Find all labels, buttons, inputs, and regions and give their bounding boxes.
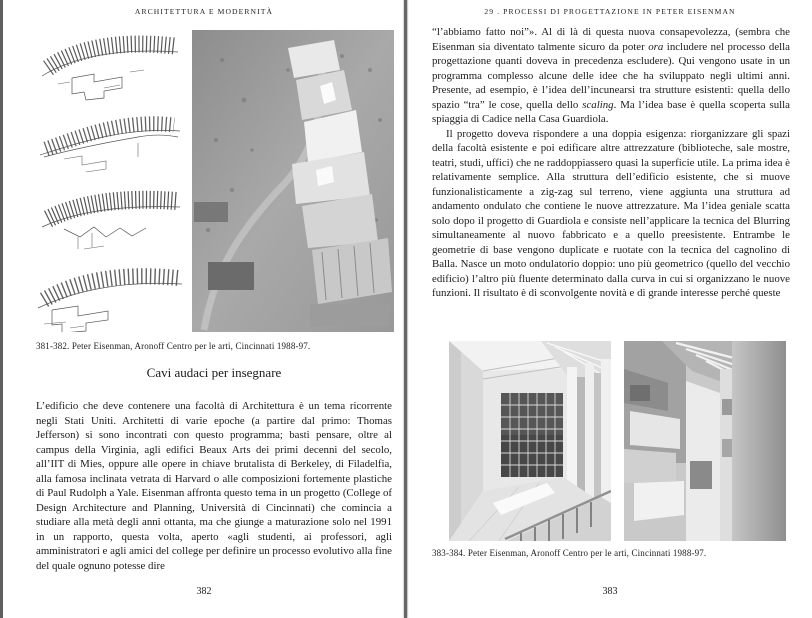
interior-photo-planes: [624, 341, 786, 541]
scan-edge: [0, 0, 3, 618]
page-number-right: 383: [602, 586, 618, 597]
axonometric-drawing-2: [34, 109, 186, 179]
axonometric-drawing-4: [34, 262, 186, 332]
page-number-left: 382: [196, 586, 212, 597]
body-text-right: [432, 25, 790, 301]
paragraph: Il progetto doveva rispondere a una doppia esigenza: riorganizzare gli spazi della facoltà esistente e poi edificare altre attrezzature (biblioteche, sale mostre, teatri, studi, uffici) che ne raddoppiassero quasi la superficie utile. La prima idea è relativamente semplice. Alla struttura dell’edificio esistente, che si muove funzionalisticamente a zig-zag sul terreno, viene aggiunta una struttura ad andamento ondulato che contiene le nuove attrezzature. Ma l’idea geniale scatta solo dopo il progetto di Guardiola e consiste nell’applicare la tecnica del Blurring simultaneamente al nuovo fabbricato e a quello preesistente. Entrambe le geometrie di base vengono duplicate e ruotate con la tecnica del cagnolino di Balla. Nasce un moto ondulatorio doppio: uno più geometrico (quello del vecchio edificio) l’altro più fluente determinato dalla curva in cui si organizzano le nuove funzioni. Il risultato è di sconvolgente novità e di grande interesse perché queste: [432, 127, 790, 299]
figure-caption-left: 381-382. Peter Eisenman, Aronoff Centro per le arti, Cincinnati 1988-97.: [36, 341, 311, 351]
paragraph: L’edificio che deve contenere una facoltà di Architettura è un tema ricorrente negli Stati Uniti. Architetti di varie epoche (a partire dal primo: Thomas Jefferson) si sono incontrati con questo programma; basti pensare, oltre al campus della Virginia, agli edifici Beaux Arts dei primi decenni del secolo, all’IIT di Mies, oppure alle opere in chiave brutalista di Berkeley, di Filadelfia, alla famosa inclinata vetrata di Harvard o alle composizioni fortemente plastiche di Paul Rudolph a Yale. Eisenman affronta questo tema in un progetto (College of Design Architecture and Planning, Università di Cincinnati) che comincia a studiare alla metà degli anni ottanta, ma che giunge a maturazione solo nel 1991 in un rapporto, questa volta, aperto «agli studenti, ai professori, agli amministratori e agli amici del college per definire un processo evolutivo alla fine del quale ognuno potesse dire: [36, 400, 392, 572]
figure-caption-right: 383-384. Peter Eisenman, Aronoff Centro per le arti, Cincinnati 1988-97.: [432, 548, 707, 558]
axonometric-drawing-3: [34, 185, 186, 255]
interior-photo-corridor: [449, 341, 611, 541]
running-head-left: ARCHITETTURA E MODERNITÀ: [134, 7, 274, 16]
running-head-right: 29 . PROCESSI DI PROGETTAZIONE IN PETER EISENMAN: [484, 7, 736, 16]
axonometric-drawing-1: [34, 32, 186, 102]
body-text-left: [36, 399, 392, 573]
model-aerial-photo: [192, 30, 394, 332]
section-title: Cavi audaci per insegnare: [146, 365, 282, 380]
paragraph: “l’abbiamo fatto noi”». Al di là di questa nuova consapevolezza, (sembra che Eisenman sia diventato talmente sicuro da poter ora includere nel processo della progettazione quanti doveva in precedenza escludere). Qui vengono usate in un programma complesso alcune delle idee che ha sviluppato negli ultimi anni. Presente, ad esempio, è l’idea dell’incunearsi tra strutture esistenti: quella dello spazio “tra” le cose, quella dello scaling. Ma l’idea base è quella scoperta sulla spiaggia di Cadice nella Casa Guardiola.: [432, 26, 790, 125]
figure-axonometric-sketches: [34, 32, 186, 332]
binding-gutter: [404, 0, 407, 618]
